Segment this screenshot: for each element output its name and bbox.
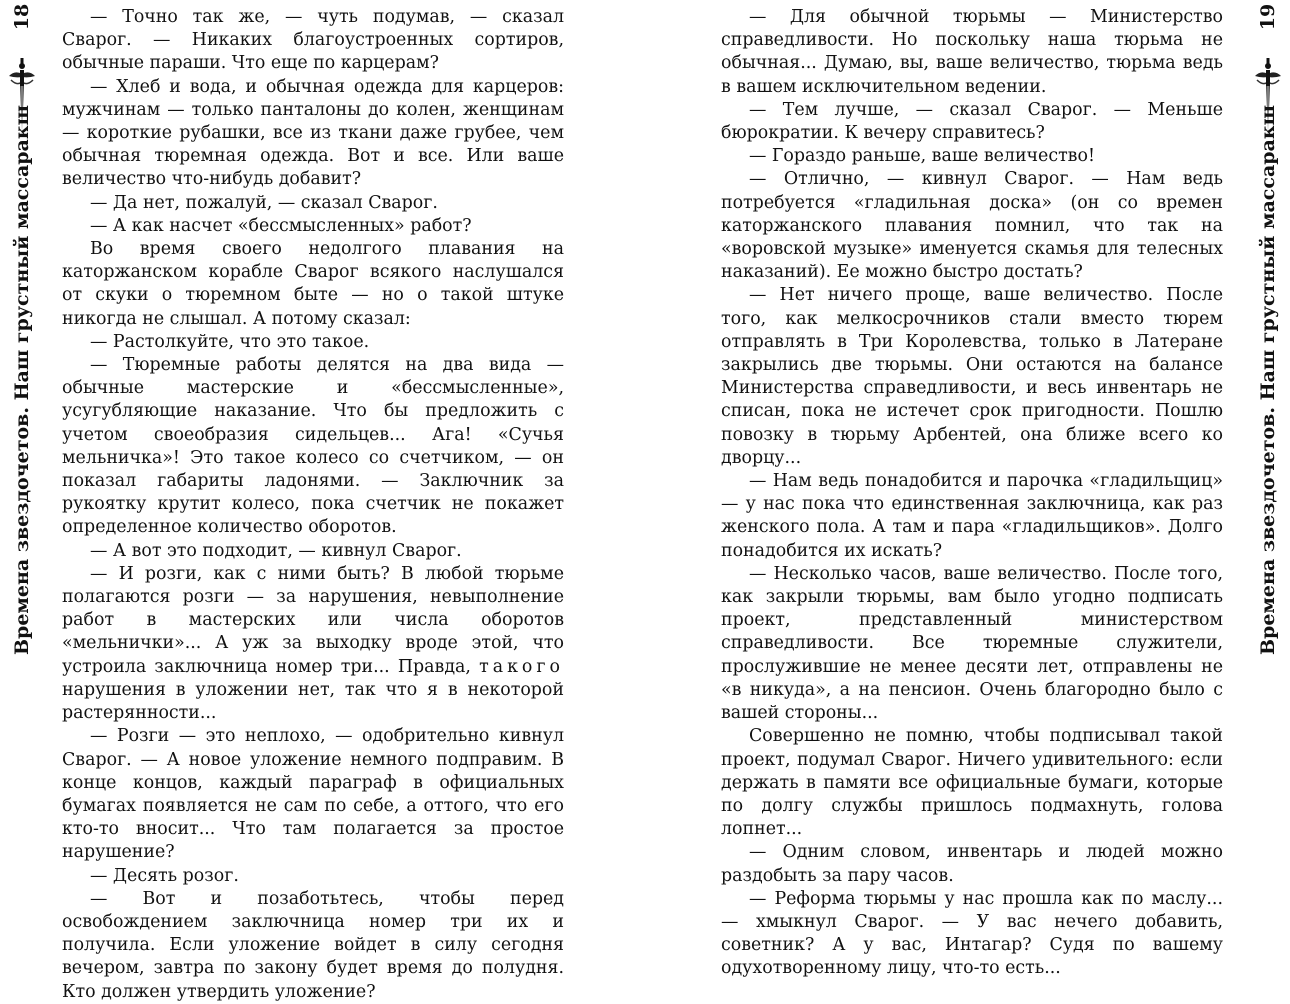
paragraph: — Розги — это неплохо, — одобрительно кивнул Сварог. — А новое уложение немного подправим. В конце концов, каждый параграф в официальных бумагах появляется не сам по себе, а оттого, что его кто-то вносит... Что там полагается за простое нарушение? xyxy=(62,726,564,863)
paragraph: — Тюремные работы делятся на два вида — обычные мастерские и «бессмысленные», усугубляющие наказание. Что бы предложить с учетом своеобразия сидельцев... Ага! «Сучья мельничка»! Это такое колесо со счетчиком, — он показал габариты ладонями. — Заключник за рукоятку крутит колесо, пока счетчик не покажет определенное количество оборотов. xyxy=(62,355,564,538)
left-page xyxy=(0,0,645,1002)
running-head: Времена звездочетов. Наш грустный массаракш xyxy=(11,105,33,655)
right-page xyxy=(645,0,1290,979)
right-margin xyxy=(1246,0,1290,896)
paragraph: — Хлеб и вода, и обычная одежда для карцеров: мужчинам — только панталоны до колен, женщинам — короткие рубашки, все из ткани даже грубее, чем обычная тюремная одежда. Вот и все. Или ваше величество что-нибудь добавит? xyxy=(62,76,564,190)
page-number: 19 xyxy=(1256,3,1279,31)
paragraph: — Нет ничего проще, ваше величество. После того, как мелкосрочников стали вместо тюрем отправлять в Три Королевства, только в Латеране закрылись две тюрьмы. Они остаются на балансе Министерства справедливости, и весь инвентарь не списан, пока не истечет срок пригодности. Пошлю повозку в тюрьму Арбентей, она ближе всего ко дворцу... xyxy=(721,285,1223,468)
paragraph: — Для обычной тюрьмы — Министерство справедливости. Но поскольку наша тюрьма не обычная... Думаю, вы, ваше величество, тюрьма ведь в вашем исключительном ведении. xyxy=(721,7,1223,97)
paragraph: — Да нет, пожалуй, — сказал Сварог. xyxy=(90,192,438,213)
paragraph: — Точно так же, — чуть подумав, — сказал Сварог. — Никаких благоустроенных сортиров, обычные параши. Что еще по карцерам? xyxy=(62,7,564,74)
paragraph: — Растолкуйте, что это такое. xyxy=(90,331,370,352)
paragraph: — Отлично, — кивнул Сварог. — Нам ведь потребуется «гладильная доска» (он со времен каторжанского плавания помнил, что так на «воровской музыке» именуется скамья для телесных наказаний). Ее можно быстро достать? xyxy=(721,169,1223,283)
paragraph: — Гораздо раньше, ваше величество! xyxy=(749,146,1095,167)
paragraph: — Вот и позаботьтесь, чтобы перед освобождением заключница номер три их и получила. Если уложение войдет в силу сегодня вечером, завтра по закону будет время до полудня. Кто должен утвердить уложение? xyxy=(62,888,564,1002)
paragraph-part: — И розги, как с ними быть? В любой тюрьме полагаются розги — за нарушения, невыполнение работ в мастерских или числа оборотов «мельнички»... А уж за выходку вроде этой, что устроила заключница номер три... Правда, xyxy=(62,563,564,677)
paragraph: — Реформа тюрьмы у нас прошла как по маслу... — хмыкнул Сварог. — У вас нечего добавить, советник? А у вас, Интагар? Судя по вашему одухотворенному лицу, что-то есть... xyxy=(721,888,1223,979)
body-text xyxy=(721,6,1223,981)
page-number: 18 xyxy=(10,3,33,31)
paragraph: — Нам ведь понадобится и парочка «гладильщиц» — у нас пока что единственная заключница, как раз женского пола. А там и пара «гладильщиков». Долго понадобится их искать? xyxy=(721,471,1223,561)
paragraph: — Тем лучше, — сказал Сварог. — Меньше бюрократии. К вечеру справитесь? xyxy=(721,99,1223,144)
body-text xyxy=(62,6,564,1004)
paragraph: — А вот это подходит, — кивнул Сварог. xyxy=(90,540,462,561)
paragraph-part: нарушения в уложении нет, так что я в некоторой растерянности... xyxy=(62,679,564,724)
paragraph: Совершенно не помню, чтобы подписывал такой проект, подумал Сварог. Ничего удивительного: если держать в памяти все официальные бумаги, которые по долгу службы пришлось подмахнуть, голова лопнет... xyxy=(721,726,1223,840)
paragraph: Во время своего недолгого плавания на каторжанском корабле Сварог всякого наслушался от скуки о тюремном быте — но о такой штуке никогда не слышал. А потому сказал: xyxy=(62,239,564,329)
running-head: Времена звездочетов. Наш грустный массаракш xyxy=(1257,105,1279,655)
paragraph: — Десять розог. xyxy=(90,865,239,886)
paragraph: — Одним словом, инвентарь и людей можно раздобыть за пару часов. xyxy=(721,842,1223,886)
paragraph xyxy=(62,563,564,725)
left-margin xyxy=(0,0,44,896)
paragraph: — А как насчет «бессмысленных» работ? xyxy=(90,215,472,236)
paragraph: — Несколько часов, ваше величество. После того, как закрыли тюрьмы, вам было угодно подписать проект, представленный министерством справедливости. Все тюремные служители, прослужившие не менее десяти лет, отправлены не «в никуда», а на пенсион. Очень благородно было с вашей стороны... xyxy=(721,563,1223,724)
spaced-emphasis: такого xyxy=(479,656,564,677)
